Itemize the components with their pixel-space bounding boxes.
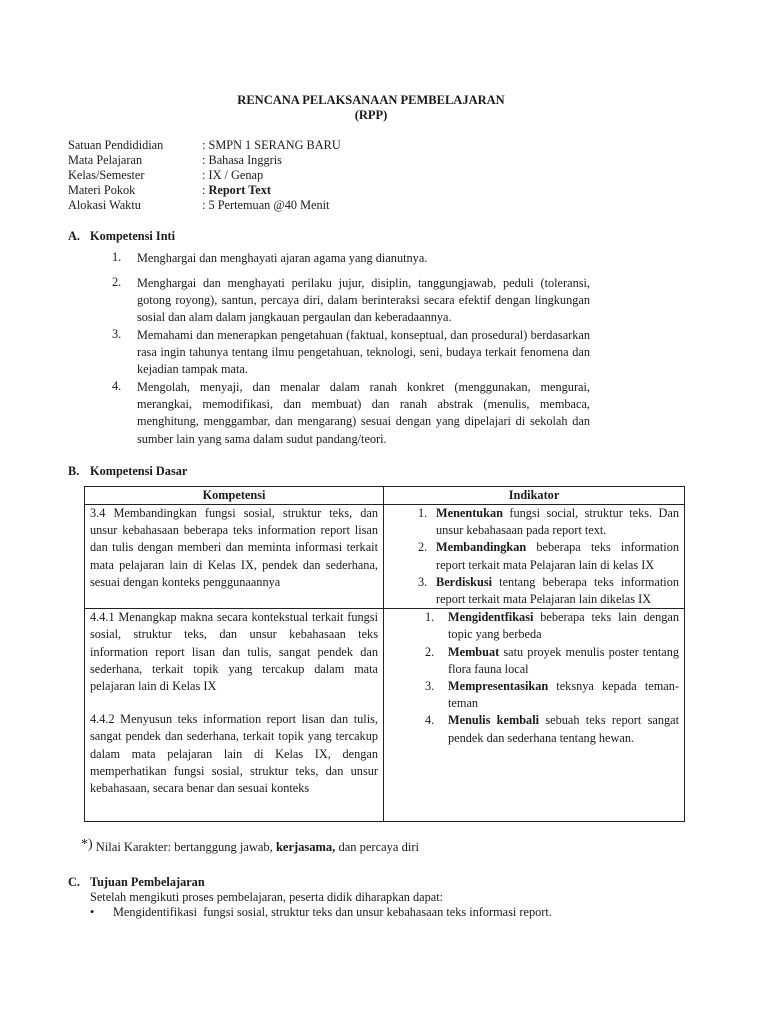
- item-number: 3.: [112, 327, 122, 341]
- indikator-keyword: Menulis kembali: [448, 713, 540, 728]
- identity-row-mapel: [68, 153, 341, 168]
- identity-label: Alokasi Waktu: [68, 198, 141, 212]
- table-row: [85, 609, 685, 822]
- indikator-keyword: Mengidentfikasi: [448, 610, 534, 625]
- indikator-keyword: Mempresentasikan: [448, 679, 549, 694]
- kompetensi-cell: [85, 609, 384, 822]
- table-row: [85, 505, 685, 609]
- section-letter: A.: [68, 229, 80, 243]
- section-b-heading: [68, 464, 187, 479]
- item-number: 4.: [112, 379, 122, 393]
- indikator-keyword: Membuat: [448, 644, 500, 659]
- item-number: 3.: [418, 574, 428, 589]
- indikator-cell: [384, 505, 685, 609]
- list-item: [389, 505, 679, 539]
- identity-value: : 5 Pertemuan @40 Menit: [202, 198, 330, 212]
- item-number: 2.: [418, 540, 428, 555]
- item-number: 1.: [112, 250, 122, 264]
- indikator-cell: [384, 609, 685, 822]
- list-item: [389, 644, 679, 678]
- indikator-keyword: Menentukan: [436, 506, 503, 520]
- section-letter: B.: [68, 464, 80, 478]
- bullet-icon: •: [90, 905, 95, 919]
- list-item: [112, 327, 590, 379]
- item-number: 2.: [112, 275, 122, 289]
- indikator-keyword: Berdiskusi: [436, 574, 493, 589]
- list-item: [112, 379, 590, 448]
- item-number: 1.: [418, 506, 428, 520]
- item-text: Menghargai dan menghayati perilaku jujur, disiplin, tanggungjawab, peduli (toleransi, gotong royong), santun, percaya diri, dalam berinteraksi secara efektif dengan lingkungan sosial dan alam dalam jangkauan pergaulan dan keberadaannya.: [137, 276, 590, 325]
- item-text: Mengolah, menyaji, dan menalar dalam ranah konkret (menggunakan, mengurai, merangkai, memodifikasi, dan membuat) dan ranah abstrak (menulis, membaca, menghitung, menggambar, dan mengarang) sesuai dengan yang dipelajari di sekolah dan sumber lain yang sama dalam sudut pandang/teori.: [137, 380, 590, 446]
- indikator-text: satu proyek menulis poster tentang flora fauna local: [448, 644, 679, 676]
- kompetensi-cell: [85, 505, 384, 609]
- indikator-text: teksnya kepada teman-teman: [448, 679, 679, 711]
- kompetensi-text: 4.4.1 Menangkap makna secara kontekstual terkait fungsi sosial, struktur teks, dan unsur kebahasaan teks information report lisan dan tulis, sangat pendek dan sederhana, terkait topik yang tercakup dalam mata pelajaran lain di Kelas IX: [90, 610, 378, 694]
- list-item: [389, 539, 679, 573]
- section-letter: C.: [68, 875, 80, 889]
- bullet-text: Mengidentifikasi fungsi sosial, struktur teks dan unsur kebahasaan teks informasi report.: [113, 905, 552, 919]
- asterisk-mark: *): [81, 837, 93, 852]
- nilai-karakter-bold: kerjasama,: [275, 840, 336, 854]
- list-item: [389, 609, 679, 643]
- list-item: [90, 905, 552, 920]
- identity-label: Mata Pelajaran: [68, 153, 143, 167]
- nilai-karakter-prefix: Nilai Karakter: bertanggung jawab,: [92, 840, 276, 854]
- identity-label: Satuan Pendididian: [68, 138, 164, 152]
- identity-row-alokasi: [68, 198, 341, 213]
- indikator-keyword: Membandingkan: [436, 540, 527, 555]
- identity-row-kelas: [68, 168, 341, 183]
- tujuan-intro: Setelah mengikuti proses pembelajaran, peserta didik diharapkan dapat:: [90, 890, 444, 904]
- kompetensi-dasar-table: [84, 486, 685, 822]
- list-item: [389, 574, 679, 608]
- identity-label: Kelas/Semester: [68, 168, 145, 182]
- list-item: [112, 250, 590, 267]
- item-text: Memahami dan menerapkan pengetahuan (faktual, konseptual, dan prosedural) berdasarkan rasa ingin tahunya tentang ilmu pengetahuan, teknologi, seni, budaya terkait fenomena dan kejadian tampak mata.: [137, 328, 590, 377]
- kompetensi-text: 3.4 Membandingkan fungsi sosial, struktur teks, dan unsur kebahasaan beberapa teks information report lisan dan tulis dengan memberi dan meminta informasi terkait mata pelajaran lain di Kelas IX, pendek dan sederhana, sesuai dengan konteks penggunaannya: [90, 506, 378, 589]
- header-indikator: Indikator: [384, 487, 685, 505]
- nilai-karakter-note: [81, 837, 419, 855]
- identity-row-satuan: [68, 138, 341, 153]
- identity-row-materi: [68, 183, 341, 198]
- indikator-text: beberapa teks information report terkait mata Pelajaran lain di kelas IX: [436, 540, 679, 572]
- identity-value: : IX / Genap: [202, 168, 264, 182]
- item-number: 4.: [425, 713, 435, 728]
- indikator-text: sebuah teks report sangat pendek dan sederhana tentang hewan.: [448, 713, 679, 745]
- item-number: 1.: [425, 610, 435, 625]
- section-a-heading: [68, 229, 175, 244]
- indikator-list: [389, 505, 679, 608]
- item-number: 3.: [425, 679, 435, 694]
- identity-value: : Bahasa Inggris: [202, 153, 282, 167]
- section-c-heading: [68, 875, 205, 890]
- identity-prefix: :: [202, 183, 209, 197]
- document-title: RENCANA PELAKSANAAN PEMBELAJARAN: [237, 93, 505, 107]
- indikator-text: fungsi social, struktur teks. Dan unsur kebahasaan pada report text.: [436, 506, 679, 538]
- section-title: Kompetensi Dasar: [90, 464, 188, 478]
- indikator-list: [389, 609, 679, 747]
- identity-block: [68, 138, 341, 213]
- kompetensi-text: 4.4.2 Menyusun teks information report lisan dan tulis, sangat pendek dan sederhana, terkait topik yang tercakup dalam mata pelajaran lain di Kelas IX, dengan memperhatikan fungsi sosial, struktur teks, dan unsur kebahasaan, secara benar dan sesuai konteks: [90, 712, 378, 796]
- list-item: [389, 678, 679, 712]
- header-kompetensi: Kompetensi: [85, 487, 384, 505]
- indikator-text: beberapa teks lain dengan topic yang berbeda: [448, 610, 679, 642]
- list-item: [389, 712, 679, 746]
- indikator-text: tentang beberapa teks information report terkait mata Pelajaran lain dikelas IX: [436, 574, 679, 607]
- identity-label: Materi Pokok: [68, 183, 136, 197]
- list-item: [112, 275, 590, 327]
- document-subtitle: (RPP): [354, 108, 388, 122]
- nilai-karakter-suffix: dan percaya diri: [335, 840, 419, 854]
- identity-value: : SMPN 1 SERANG BARU: [202, 138, 341, 152]
- section-title: Kompetensi Inti: [90, 229, 176, 243]
- item-number: 2.: [425, 644, 435, 659]
- table-header-row: [85, 487, 685, 505]
- identity-value-bold: Report Text: [208, 183, 272, 197]
- item-text: Menghargai dan menghayati ajaran agama yang dianutnya.: [137, 251, 428, 265]
- section-title: Tujuan Pembelajaran: [90, 875, 205, 889]
